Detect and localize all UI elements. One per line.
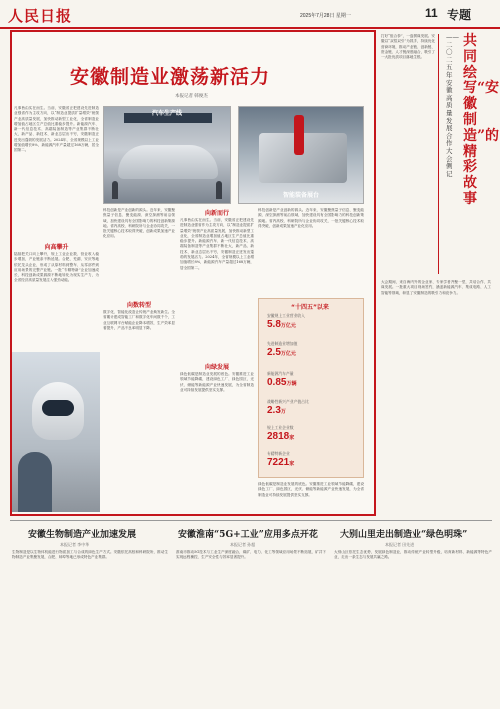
side-title: 共同绘写“安徽制造”的精彩故事 — [463, 33, 500, 207]
photo1-caption: 汽车生产线 — [151, 110, 182, 117]
section-head-4: 向绿发展 — [204, 364, 229, 371]
column-2-text: 科技创新是产业创新的源头。近年来，安徽聚焦量子信息、聚变能源、深空探测等前沿领域，加快建设具有全国影响力的科技创新策源地。省内高校、科研院所与企业协同攻关，一批关键核心技术取得突破，创新成果加速产业化应用。 — [103, 208, 175, 239]
stat-label: 规上工业企业数 — [267, 425, 294, 430]
masthead-rule — [0, 27, 500, 29]
stats-title: “十四五”以来 — [291, 304, 329, 311]
section-name: 专题 — [447, 8, 472, 22]
feature-title: 安徽制造业激荡新活力 — [70, 66, 271, 88]
bottom-article-3-byline: 本报记者 田先进 — [385, 542, 415, 547]
bottom-article-1-text: 生物制造是以生物体机能进行物质加工与合成的绿色生产方式。安徽依托高校和科研院所，推动生物制造产业集聚发展，合肥、蚌埠等地已形成特色产业集群。 — [12, 550, 168, 560]
column-4-text: 凡事皆由实在而生。当前，安徽省正把建设先进制造业强省作为主攻方向，以“制造业提质扩量增效”统领产业高质量发展，加快推动新型工业化，全省制造业增加值占地区生产总值比重稳步提升。新能源汽车、新一代信息技术、高端装备制造等产业集群不断壮大，新产品、新技术、新业态层出不穷，安徽制造正迸发出蓬勃的发展活力。2024年，全省规模以上工业增加值增长8%，新能源汽车产量超过168万辆，居全国第二。 — [180, 218, 254, 270]
side-subtitle: ——二〇二五年安徽高质量发展合作大会侧记 — [446, 33, 459, 178]
bottom-article-3-title: 大别山里走出制造业“绿色明珠” — [340, 530, 468, 540]
stat-label: 新能源汽车产量 — [267, 371, 294, 376]
stat-value: 2818家 — [267, 431, 295, 442]
robot-face-shape — [42, 400, 74, 416]
child-figure — [18, 452, 52, 512]
section-head-1: 向高攀升 — [44, 244, 69, 251]
stat-value: 7221家 — [267, 457, 295, 468]
bottom-article-1-title: 安徽生物制造产业加速发展 — [28, 530, 137, 540]
robot-arm-shape — [294, 115, 304, 155]
stats-box — [258, 298, 364, 478]
bottom-article-2-text: 淮南市推动5G技术与工业生产深度融合，煤矿、电力、化工等领域应用场景不断拓展，矿井下实现远程操控，生产安全性与效率显著提升。 — [176, 550, 326, 560]
robot-photo — [12, 352, 100, 512]
section-head-3: 向数转型 — [126, 302, 151, 309]
column-7-text: 绿色低碳是制造业发展的底色。安徽推进工业领域节能降碳，建设绿色工厂、绿色园区，光伏、储能等新能源产业快速发展，为全省制造业可持续发展提供坚实支撑。 — [258, 482, 364, 497]
column-5-text: 绿色低碳是制造业发展的底色。安徽推进工业领域节能降碳，建设绿色工厂、绿色园区，光伏、储能等新能源产业快速发展，为全省制造业可持续发展提供坚实支撑。 — [180, 372, 254, 392]
bottom-article-1-byline: 本报记者 李中华 — [60, 542, 90, 547]
bottom-divider — [10, 520, 492, 521]
feature-byline: 本报记者 韩俊杰 — [175, 93, 208, 98]
stat-label: 安徽规上工业营业收入 — [267, 313, 305, 318]
photo2-caption: 智能装备展台 — [282, 192, 319, 199]
stat-label: 专精特新企业 — [267, 451, 290, 456]
person-figure — [216, 181, 222, 199]
stat-value: 5.8万亿元 — [267, 319, 296, 330]
stat-label: 战略性新兴产业产值占比 — [267, 399, 309, 404]
column-3-text: 数字化、智能化改造让传统产业焕发新生。全省累计建成智能工厂和数字化车间数千个，工业互联网平台赋能企业降本增效，生产效率显著提升，产品不良率明显下降。 — [103, 310, 175, 330]
stat-label: 先进制造业增加值 — [267, 341, 298, 346]
stat-value: 2.3万 — [267, 405, 286, 416]
person-figure — [112, 181, 118, 199]
feature-intro-text: 凡事皆由实在而生。当前，安徽省正把建设先进制造业强省作为主攻方向，以“制造业提质扩量增效”统领产业高质量发展，加快推动新型工业化，全省制造业增加值占地区生产总值比重稳步提升。新能源汽车、新一代信息技术、高端装备制造等产业集群不断壮大，新产品、新技术、新业态层出不穷，安徽制造正迸发出蓬勃的发展活力。2024年，全省规模以上工业增加值增长8%，新能源汽车产量超过168万辆，居全国第二。 — [14, 106, 99, 153]
newspaper-logo: 人民日报 — [8, 7, 73, 25]
section-head-2: 向新而行 — [204, 210, 229, 217]
masthead — [0, 0, 500, 28]
bottom-article-2-byline: 本报记者 孙超 — [230, 542, 256, 547]
issue-date: 2025年7月28日 星期一 — [300, 13, 351, 19]
section-1-text: 陆续把关口向上攀升，规上工业企业数、营业收入稳步增加，产业链条不断延展。合肥、芜湖、安庆等地依托龙头企业，形成了从原材料到整车、从零部件到应用场景的完整产业链。一批“专精特新”企业加速成长，科技创新成果源源不断地转化为现实生产力，为全省经济高质量发展注入强劲动能。 — [14, 252, 99, 283]
bottom-article-2-title: 安徽淮南“5G+工业”应用多点开花 — [178, 530, 318, 540]
bottom-article-3-text: 大别山区依托生态优势，发展绿色制造业，推动传统产业转型升级，培育新材料、新能源等特色产业，走出一条生态与发展共赢之路。 — [334, 550, 492, 560]
side-title-rule — [438, 34, 439, 274]
car-shape — [118, 145, 218, 179]
stat-value: 2.5万亿元 — [267, 347, 296, 358]
side-text-bottom: 大会期间，来自海内外的企业家、专家学者齐聚一堂，共话合作、共谋发展。一批重大项目现场签约，涵盖新能源汽车、集成电路、人工智能等领域，彰显了安徽制造的吸引力和竞争力。 — [381, 280, 491, 295]
column-6-text: 科技创新是产业创新的源头。近年来，安徽聚焦量子信息、聚变能源、深空探测等前沿领域，加快建设具有全国影响力的科技创新策源地。省内高校、科研院所与企业协同攻关，一批关键核心技术取得突破，创新成果加速产业化应用。 — [258, 208, 364, 228]
car-production-photo — [103, 106, 231, 204]
stat-value: 0.85万辆 — [267, 377, 297, 388]
side-text-top: 打好“组合拳”，一盘棋谋发展。安徽以“双招双引”为抓手，持续优化营商环境，推动产业链、创新链、资金链、人才链深度融合，吸引了一大批优质项目落地生根。 — [381, 34, 435, 60]
page-number: 11 — [425, 6, 438, 20]
